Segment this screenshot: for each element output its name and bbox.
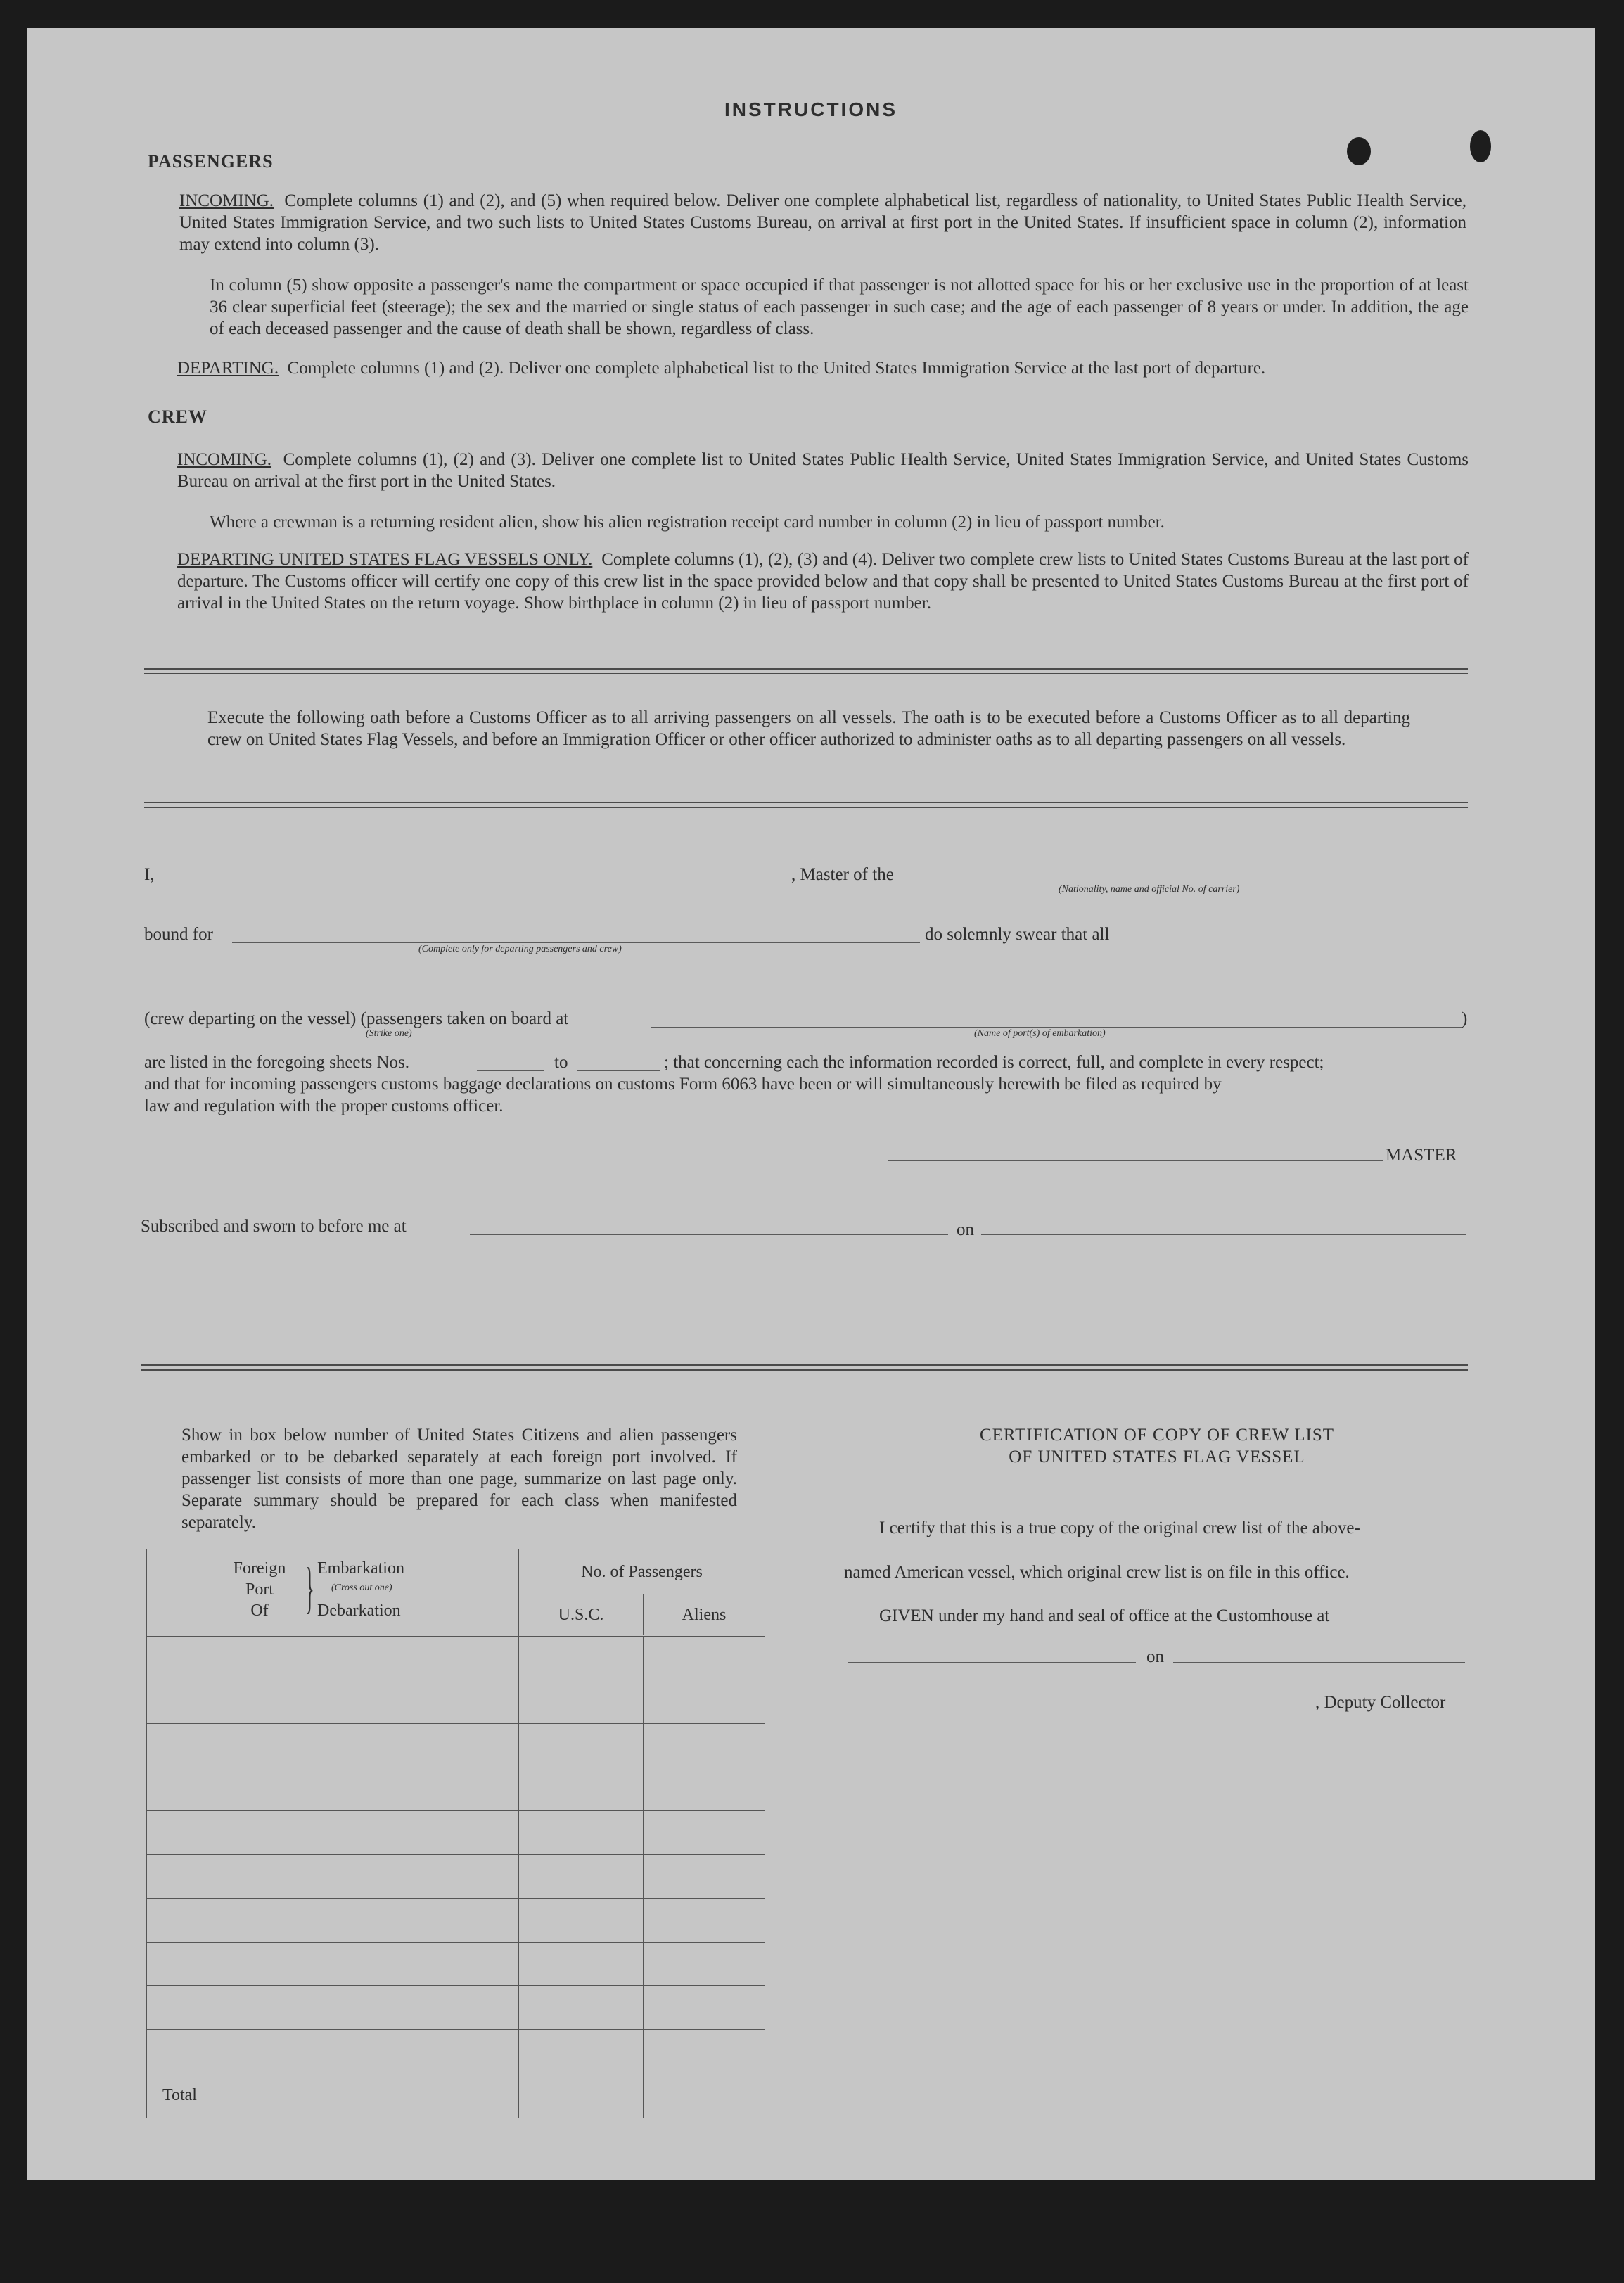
table-row: [147, 1767, 765, 1811]
aliens-cell[interactable]: [644, 1898, 765, 1942]
usc-header: U.S.C.: [519, 1594, 644, 1635]
port-cell[interactable]: [147, 1855, 519, 1898]
deputy-collector-label: , Deputy Collector: [1315, 1693, 1446, 1712]
table-row: [147, 1898, 765, 1942]
aliens-cell[interactable]: [644, 1767, 765, 1811]
usc-cell[interactable]: [519, 1637, 644, 1680]
crew-resident-paragraph: Where a crewman is a returning resident alien, show his alien registration receipt card number in column (2) in lieu of passport number.: [210, 513, 1165, 532]
ink-blot: [1470, 130, 1491, 162]
crew-incoming-text: Complete columns (1), (2) and (3). Deliver one complete list to United States Public Health Service, United States Immigration Service, and United States Customs Bureau on arrival at the first port in the United States.: [177, 450, 1469, 491]
port-header-cell: [147, 1549, 519, 1637]
aliens-cell[interactable]: [644, 1985, 765, 2029]
embarkation-label: Embarkation: [317, 1559, 404, 1578]
total-usc-cell[interactable]: [519, 2073, 644, 2118]
aliens-header: Aliens: [682, 1605, 727, 1624]
passengers-incoming-paragraph: [179, 190, 1466, 255]
table-row: [147, 1855, 765, 1898]
oath-line-2: and that for incoming passengers customs baggage declarations on customs Form 6063 have been or will simultaneously herewith be filed as required by: [144, 1075, 1222, 1094]
certification-title-line1: CERTIFICATION OF COPY OF CREW LIST: [979, 1426, 1335, 1445]
sheets-from-label: are listed in the foregoing sheets Nos.: [144, 1053, 409, 1072]
foreign-label: Foreign: [233, 1559, 286, 1578]
crew-incoming-paragraph: [177, 449, 1469, 492]
carrier-caption: (Nationality, name and official No. of carrier): [1059, 884, 1240, 895]
master-label: MASTER: [1386, 1146, 1457, 1165]
usc-cell[interactable]: [519, 1680, 644, 1724]
cross-out-caption: (Cross out one): [331, 1582, 392, 1593]
table-row: [147, 1680, 765, 1724]
crew-departing-paragraph: [177, 549, 1469, 614]
ink-blot: [1347, 137, 1371, 165]
section-divider: [144, 668, 1468, 674]
crew-heading: CREW: [148, 407, 207, 427]
oath-line-3: law and regulation with the proper customs officer.: [144, 1096, 504, 1115]
usc-cell[interactable]: [519, 1811, 644, 1855]
aliens-cell[interactable]: [644, 1855, 765, 1898]
crew-departing-text: Complete columns (1), (2), (3) and (4). Deliver two complete crew lists to United States Customs Bureau at the last port of departure. The Customs officer will certify one copy of this crew list in the space provided below and that copy shall be presented to United States Customs Bureau at the first port of arrival in the United States on the return voyage. Show birthplace in column (2) in lieu of passport number.: [177, 550, 1469, 613]
table-row: [147, 1724, 765, 1767]
table-row: [147, 1637, 765, 1680]
certification-date-field[interactable]: [1173, 1662, 1465, 1663]
sworn-date-field[interactable]: [981, 1234, 1466, 1235]
crew-departing-label: DEPARTING UNITED STATES FLAG VESSELS ONLY.: [177, 550, 593, 569]
certification-title-line2: OF UNITED STATES FLAG VESSEL: [1009, 1447, 1305, 1466]
usc-cell[interactable]: [519, 1724, 644, 1767]
port-cell[interactable]: [147, 1724, 519, 1767]
swear-label: do solemnly swear that all: [925, 925, 1110, 944]
embarkation-ports-field[interactable]: [651, 1027, 1463, 1028]
table-row: [147, 2029, 765, 2073]
sworn-place-field[interactable]: [470, 1234, 948, 1235]
certification-line3: GIVEN under my hand and seal of office at the Customhouse at: [879, 1606, 1330, 1625]
aliens-cell[interactable]: [644, 1637, 765, 1680]
close-paren: ): [1462, 1009, 1468, 1028]
passenger-summary-table: [146, 1549, 765, 2118]
table-row: [147, 1942, 765, 1985]
bound-for-caption: (Complete only for departing passengers and crew): [418, 944, 622, 954]
passengers-incoming-text: Complete columns (1) and (2), and (5) when required below. Deliver one complete alphabetical list, regardless of nationality, to United States Public Health Service, United States Immigration Service, and two such lists to United States Customs Bureau, on arrival at first port in the United States. If insufficient space in column (2), information may extend into column (3).: [179, 191, 1467, 254]
aliens-cell[interactable]: [644, 2029, 765, 2073]
section-divider: [141, 1364, 1468, 1371]
crew-incoming-label: INCOMING.: [177, 450, 272, 469]
passengers-header-cell: [519, 1549, 765, 1637]
port-cell[interactable]: [147, 1985, 519, 2029]
customhouse-field[interactable]: [848, 1662, 1136, 1663]
port-cell[interactable]: [147, 1767, 519, 1811]
summary-instruction: Show in box below number of United States Citizens and alien passengers embarked or to be debarked separately at each foreign port involved. If passenger list consists of more than one page, summarize on last page only. Separate summary should be prepared for each class when manifested separately.: [181, 1426, 737, 1532]
port-cell[interactable]: [147, 1637, 519, 1680]
port-cell[interactable]: [147, 2029, 519, 2073]
bound-for-label: bound for: [144, 925, 213, 944]
section-divider: [144, 802, 1468, 808]
crew-passengers-label: (crew departing on the vessel) (passengers taken on board at: [144, 1009, 569, 1028]
aliens-cell[interactable]: [644, 1724, 765, 1767]
aliens-cell[interactable]: [644, 1942, 765, 1985]
page-title: INSTRUCTIONS: [724, 98, 897, 120]
usc-cell[interactable]: [519, 2029, 644, 2073]
oath-instruction: Execute the following oath before a Customs Officer as to all arriving passengers on all vessels. The oath is to be executed before a Customs Officer as to all departing crew on United States Flag Vessels, and before an Immigration Officer or other officer authorized to administer oaths as to all departing passengers on all vessels.: [207, 708, 1410, 749]
aliens-cell[interactable]: [644, 1680, 765, 1724]
passengers-incoming-label: INCOMING.: [179, 191, 274, 210]
port-label: Port: [245, 1580, 274, 1599]
usc-cell[interactable]: [519, 1898, 644, 1942]
foreign-port-of: [221, 1558, 298, 1621]
master-of-label: , Master of the: [791, 865, 894, 884]
total-label-cell: [147, 2073, 519, 2118]
total-aliens-cell[interactable]: [644, 2073, 765, 2118]
usc-cell[interactable]: [519, 1942, 644, 1985]
port-cell[interactable]: [147, 1942, 519, 1985]
sheets-to-label: to: [554, 1053, 568, 1072]
certification-title: [862, 1424, 1452, 1468]
usc-cell[interactable]: [519, 1855, 644, 1898]
passengers-departing-text: Complete columns (1) and (2). Deliver one complete alphabetical list to the United States Immigration Service at the last port of departure.: [287, 359, 1266, 378]
table-row: [147, 1811, 765, 1855]
table-row: [147, 1985, 765, 2029]
port-cell[interactable]: [147, 1811, 519, 1855]
ports-caption: (Name of port(s) of embarkation): [974, 1028, 1106, 1039]
total-row: [147, 2073, 765, 2118]
passengers-column5-paragraph: In column (5) show opposite a passenger's name the compartment or space occupied if that passenger is not allotted space for his or her exclusive use in the proportion of at least 36 clear superficial feet (steerage); the sex and the married or single status of each passenger in such case; and the age of each passenger of 8 years or under. In addition, the age of each deceased passenger and the cause of death shall be shown, regardless of class.: [210, 276, 1469, 338]
certification-line2: named American vessel, which original crew list is on file in this office.: [844, 1563, 1350, 1582]
passengers-heading: PASSENGERS: [148, 151, 274, 172]
usc-cell[interactable]: [519, 1985, 644, 2029]
total-label: Total: [162, 2085, 197, 2104]
aliens-cell[interactable]: [644, 1811, 765, 1855]
strike-one-caption: (Strike one): [366, 1028, 412, 1039]
passengers-departing-paragraph: [177, 357, 1469, 379]
debarkation-label: Debarkation: [317, 1601, 401, 1620]
sheet-to-field[interactable]: [577, 1070, 660, 1071]
certification-on-label: on: [1146, 1647, 1164, 1666]
sworn-on-label: on: [957, 1220, 974, 1239]
no-passengers-header: No. of Passengers: [519, 1550, 765, 1594]
subscribed-label: Subscribed and sworn to before me at: [141, 1217, 407, 1236]
of-label: Of: [250, 1601, 269, 1620]
usc-cell[interactable]: [519, 1767, 644, 1811]
bound-for-field[interactable]: [232, 942, 920, 943]
passengers-departing-label: DEPARTING.: [177, 359, 279, 378]
master-signature-field[interactable]: [888, 1160, 1383, 1161]
certification-line1: I certify that this is a true copy of the original crew list of the above-: [879, 1518, 1360, 1537]
oath-i-label: I,: [144, 865, 155, 884]
sheets-post-label: ; that concerning each the information recorded is correct, full, and complete in every respect;: [664, 1053, 1324, 1072]
brace-icon: }: [305, 1556, 314, 1619]
port-cell[interactable]: [147, 1680, 519, 1724]
sheet-from-field[interactable]: [477, 1070, 544, 1071]
port-cell[interactable]: [147, 1898, 519, 1942]
